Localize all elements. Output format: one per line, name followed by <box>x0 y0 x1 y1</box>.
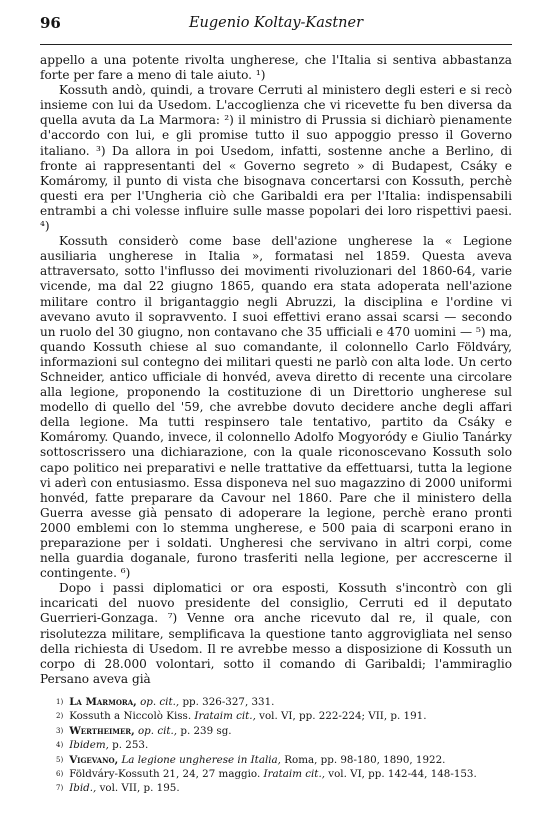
footnote <box>56 695 512 709</box>
footnote-author: Wertheimer, <box>69 724 135 737</box>
footnote-title: Ibidem, <box>69 739 109 752</box>
footnote-number: 7) <box>56 784 64 793</box>
header-rule <box>40 44 512 45</box>
paragraph: Dopo i passi diplomatici or ora esposti, Kossuth s'incontrò con gli incaricati del nuovo presidente del consiglio, Cerruti ed il deputato Guerrieri-Gonzaga. ⁷) Venne ora anche ricevuto dal re, il quale, con risolutezza militare, semplificava la questione tanto aggrovigliata nel senso della richiesta di Usedom. Il re avrebbe messo a disposizione di Kossuth un corpo di 28.000 volontari, sotto il comando di Garibaldi; l'ammiraglio Persano aveva già <box>40 581 512 686</box>
footnote-number: 3) <box>56 726 64 735</box>
page-number: 96 <box>40 14 61 32</box>
paragraph: appello a una potente rivolta ungherese, che l'Italia si sentiva abbastanza forte per fare a meno di tale aiuto. ¹) <box>40 53 512 83</box>
footnote-author: Vigevano, <box>69 753 119 766</box>
footnote-author: Földváry-Kossuth 21, 24, 27 maggio. <box>69 768 261 781</box>
footnote-number: 6) <box>56 770 64 779</box>
running-head: Eugenio Koltay-Kastner <box>188 15 364 31</box>
footnote-number: 4) <box>56 741 64 750</box>
footnote-reference: pp. 326-327, 331. <box>182 696 275 708</box>
paragraph: Kossuth andò, quindi, a trovare Cerruti al ministero degli esteri e si recò insieme con lui da Usedom. L'accoglienza che vi ricevette fu ben diversa da quella avuta da La Marmora: ²) il ministro di Prussia si dichiarò pienamente d'accordo con lui, e gli promise tutto il suo appoggio presso il Governo italiano. ³) Da allora in poi Usedom, infatti, sostenne anche a Berlino, di fronte ai rappresentanti del « Governo segreto » di Budapest, Csáky e Komáromy, il punto di vista che bisognava concertarsi con Kossuth, perchè questi era per l'Ungheria ciò che Garibaldi era per l'Italia: indispensabili entrambi a chi volesse influire sulle masse popolari dei loro rispettivi paesi. ⁴) <box>40 83 512 234</box>
footnote-reference: vol. VI, pp. 222-224; VII, p. 191. <box>259 710 427 723</box>
main-text <box>40 53 512 687</box>
footnote-author: La Marmora, <box>69 696 137 708</box>
footnote-title: Ibid., <box>69 782 97 795</box>
footnote-number: 5) <box>56 755 64 764</box>
footnote <box>56 767 512 781</box>
paragraph: Kossuth considerò come base dell'azione ungherese la « Legione ausiliaria ungherese in Italia », formatasi nel 1859. Questa aveva attraversato, sotto l'influsso dei movimenti rivoluzionari del 1860-64, varie vicende, ma dal 22 giugno 1865, quando era stata adoperata nell'azione militare contro il brigantaggio negli Abruzzi, la disciplina e l'ordine vi avevano avuto il sopravvento. I suoi effettivi erano assai scarsi — secondo un ruolo del 30 giugno, non contavano che 35 ufficiali e 470 uomini — ⁵) ma, quando Kossuth chiese al suo comandante, il colonnello Carlo Földváry, informazioni sul contegno dei militari questi ne parlò con alta lode. Un certo Schneider, antico ufficiale di honvéd, aveva diretto di recente una circolare alla legione, proponendo la costituzione di un Direttorio ungherese sul modello di quello del '59, che avrebbe dovuto decidere anche degli affari della legione. Ma tutti respinsero tale tentativo, partito da Csáky e Komáromy. Quando, invece, il colonnello Adolfo Mogyoródy e Giulio Tanárky sottoscrissero una dichiarazione, con la quale riconoscevano Kossuth solo capo politico nei preparativi e nelle trattative da effettuarsi, tutta la legione vi aderì con entusiasmo. Essa disponeva nel suo magazzino di 2000 uniformi honvéd, fatte preparare da Cavour nel 1860. Pare che il ministero della Guerra avesse già pensato di adoperare la legione, perchè erano pronti 2000 emblemi con lo stemma ungherese, e 500 paia di scarponi erano in preparazione per i soldati. Ungheresi che servivano in altri corpi, come nella guardia doganale, furono trasferiti nella legione, per accrescerne il contingente. ⁶) <box>40 234 512 581</box>
footnote <box>56 709 512 723</box>
footnote-reference: Roma, pp. 98-180, 1890, 1922. <box>284 753 446 766</box>
footnote-title: Irataim cit., <box>194 710 256 723</box>
footnote-title: La legione ungherese in Italia, <box>121 753 281 766</box>
footnote-number: 1) <box>56 698 64 706</box>
page-header <box>40 14 512 36</box>
footnote <box>56 781 512 795</box>
footnote-number: 2) <box>56 712 64 721</box>
footnote-reference: vol. VII, p. 195. <box>99 782 180 795</box>
footnote <box>56 753 512 767</box>
footnote-reference: vol. VI, pp. 142-44, 148-153. <box>328 768 477 781</box>
footnote-title: op. cit., <box>140 696 180 708</box>
footnote-title: Irataim cit., <box>263 768 325 781</box>
footnote-title: op. cit., <box>137 724 178 737</box>
footnote <box>56 738 512 752</box>
footnote-reference: p. 239 sg. <box>180 724 232 737</box>
footnote <box>56 724 512 738</box>
footnote-author: Kossuth a Niccolò Kiss. <box>69 710 192 723</box>
footnote-reference: p. 253. <box>112 739 149 752</box>
footnotes <box>56 695 512 796</box>
